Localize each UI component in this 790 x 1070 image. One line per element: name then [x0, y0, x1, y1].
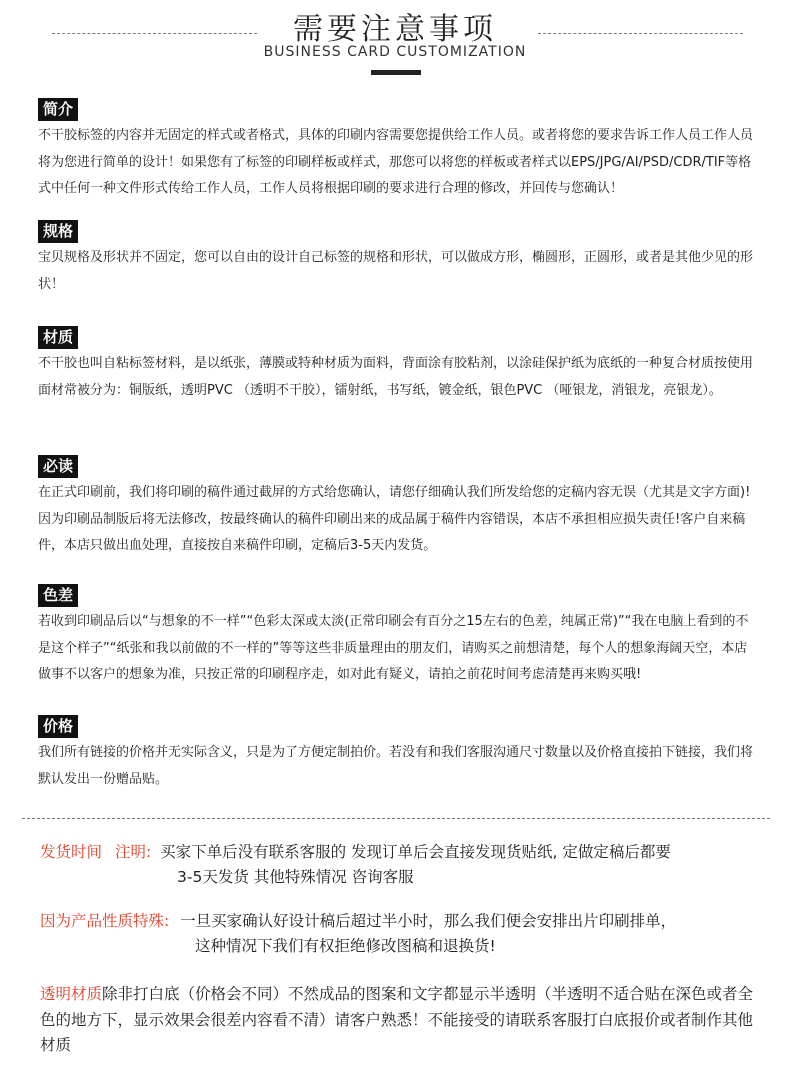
special-line-2: 这种情况下我们有权拒绝修改图稿和退换货! [195, 937, 496, 955]
section-color-diff [38, 584, 758, 689]
note-transparent [40, 982, 762, 1059]
header [0, 0, 790, 80]
shipping-line-1: 买家下单后没有联系客服的 发现订单后会直接发现货贴纸, 定做定稿后都要 [160, 843, 671, 861]
section-body: 不干胶标签的内容并无固定的样式或者格式，具体的印刷内容需要您提供给工作人员。或者将您的要求告诉工作人员工作人员将为您进行简单的设计！如果您有了标签的印刷样板或样式，那您可以将您的样板或者样式以EPS/JPG/AI/PSD/CDR/TIF等格式中任何一种文件形式传给工作人员，工作人员将根据印刷的要求进行合理的修改，并回传与您确认！ [38, 128, 754, 196]
header-underline-bar [371, 70, 421, 75]
note-shipping [40, 840, 760, 890]
section-body: 若收到印刷品后以“与想象的不一样”“色彩太深或太淡(正常印刷会有百分之15左右的色差，纯属正常)”“我在电脑上看到的不是这个样子”“纸张和我以前做的不一样的”等等这些非质量理由的朋友们，请购买之前想清楚，每个人的想象海阔天空，本店做事不以客户的想象为准，只按正常的印刷程序走，如对此有疑义，请拍之前花时间考虑清楚再来购买哦! [38, 614, 749, 682]
section-body: 我们所有链接的价格并无实际含义，只是为了方便定制拍价。若没有和我们客服沟通尺寸数量以及价格直接拍下链接，我们将默认发出一份赠品贴。 [38, 745, 754, 787]
section-material [38, 326, 758, 404]
section-body: 不干胶也叫自粘标签材料，是以纸张，薄膜或特种材质为面料，背面涂有胶粘剂，以涂硅保护纸为底纸的一种复合材质按使用面材常被分为：铜版纸，透明PVC （透明不干胶），镭射纸，书写纸，镀金纸，银色PVC （哑银龙，消银龙，亮银龙）。 [38, 356, 754, 398]
page-subtitle: BUSINESS CARD CUSTOMIZATION [263, 44, 527, 60]
section-tag: 色差 [38, 584, 78, 607]
section-must-read [38, 455, 758, 560]
special-label: 因为产品性质特殊: [40, 912, 170, 930]
section-tag: 材质 [38, 326, 78, 349]
page-title: 需要注意事项 [293, 12, 497, 47]
special-line-1: 一旦买家确认好设计稿后超过半小时，那么我们便会安排出片印刷排单， [180, 912, 677, 930]
remark-label: 注明: [114, 843, 152, 861]
shipping-label: 发货时间 [40, 843, 103, 861]
note-special [40, 909, 760, 959]
header-dash-right [538, 33, 743, 34]
section-tag: 价格 [38, 715, 78, 738]
section-tag: 必读 [38, 455, 78, 478]
section-tag: 规格 [38, 220, 78, 243]
dashed-divider [22, 818, 770, 819]
section-price [38, 715, 758, 793]
section-spec [38, 220, 758, 298]
transparent-text: 除非打白底（价格会不同）不然成品的图案和文字都显示半透明（半透明不适合贴在深色或者全色的地方下，显示效果会很差内容看不清）请客户熟悉！不能接受的请联系客服打白底报价或者制作其他材质 [40, 985, 754, 1054]
section-intro [38, 98, 758, 203]
section-body: 在正式印刷前，我们将印刷的稿件通过截屏的方式给您确认，请您仔细确认我们所发给您的定稿内容无误（尤其是文字方面)! 因为印刷品制版后将无法修改，按最终确认的稿件印刷出来的成品属于稿件内容错误，本店不承担相应损失责任!客户自来稿件，本店只做出血处理，直接按自来稿件印刷，定稿后3-5天内发货。 [38, 485, 751, 553]
section-tag: 简介 [38, 98, 78, 121]
section-body: 宝贝规格及形状并不固定，您可以自由的设计自己标签的规格和形状，可以做成方形，椭圆形，正圆形，或者是其他少见的形状！ [38, 250, 754, 292]
shipping-line-2: 3-5天发货 其他特殊情况 咨询客服 [177, 868, 414, 886]
transparent-label: 透明材质 [40, 985, 103, 1003]
